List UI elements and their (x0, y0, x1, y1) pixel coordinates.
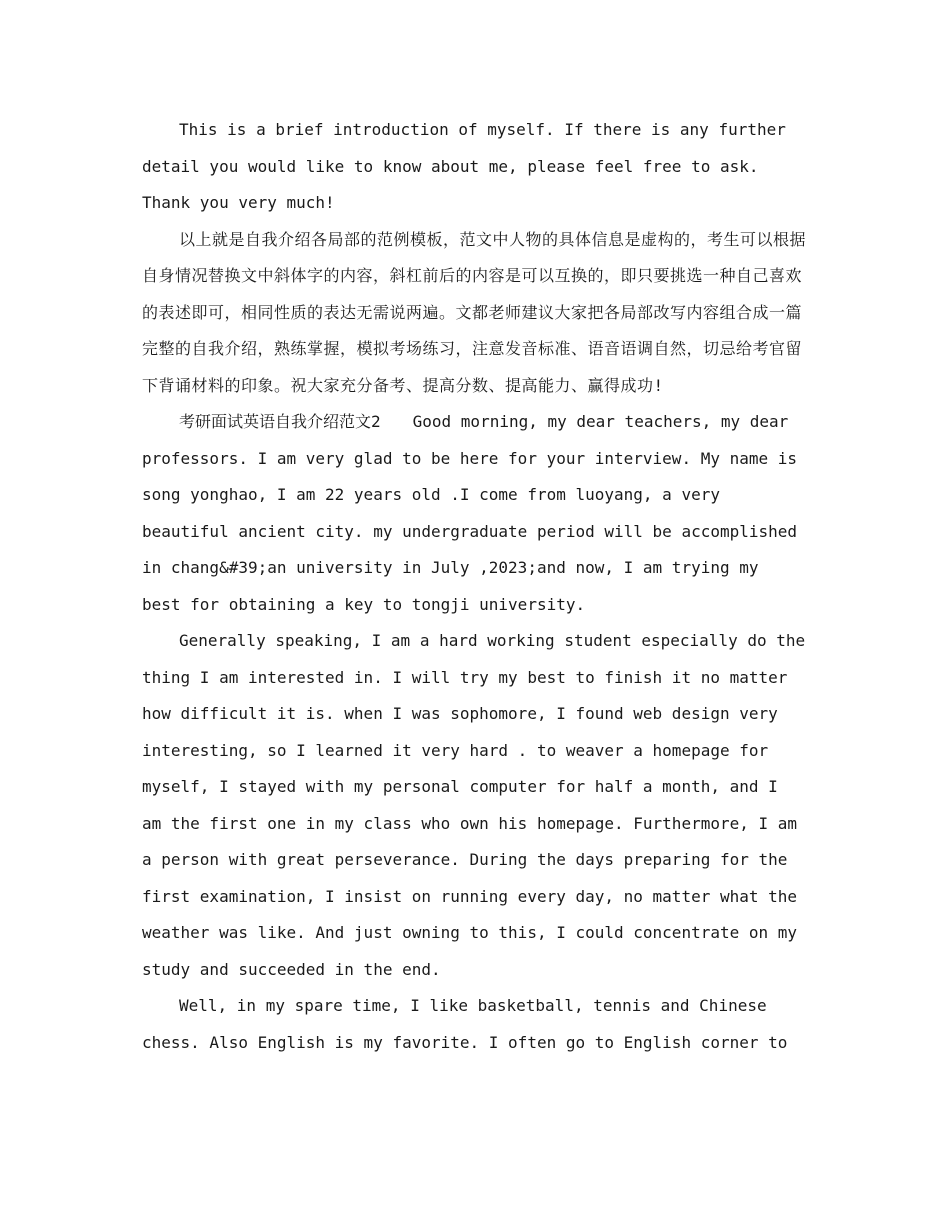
paragraph-personality: Generally speaking, I am a hard working student especially do the thing I am interested in. I will try my best to finish it no matter how difficult it is. when I was sophomore, I found web design very interesting, so I learned it very hard . to weaver a homepage for myself, I stayed with my personal computer for half a month, and I am the first one in my class who own his homepage. Furthermore, I am a person with great perseverance. During the days preparing for the first examination, I insist on running every day, no matter what the weather was like. And just owning to this, I could concentrate on my study and succeeded in the end. (142, 631, 806, 979)
paragraph-sample-2-intro: 考研面试英语自我介绍范文2 Good morning, my dear teachers, my dear professors. I am very glad to be here for your interview. My name is song yonghao, I am 22 years old .I come from luoyang, a very beautiful ancient city. my undergraduate period will be accomplished in chang&#39;an university in July ,2023;and now, I am trying my best for obtaining a key to tongji university. (142, 412, 798, 614)
document-body (142, 112, 806, 1061)
paragraph-hobbies: Well, in my spare time, I like basketball, tennis and Chinese chess. Also English is my favorite. I often go to English corner to (142, 996, 788, 1052)
paragraph-closing: This is a brief introduction of myself. If there is any further detail you would like to know about me, please feel free to ask. Thank you very much! (142, 120, 786, 212)
paragraph-template-note: 以上就是自我介绍各局部的范例模板，范文中人物的具体信息是虚构的，考生可以根据自身情况替换文中斜体字的内容，斜杠前后的内容是可以互换的，即只要挑选一种自己喜欢的表述即可，相同性质的表达无需说两遍。文都老师建议大家把各局部改写内容组合成一篇完整的自我介绍，熟练掌握，模拟考场练习，注意发音标准、语音语调自然，切忌给考官留下背诵材料的印象。祝大家充分备考、提高分数、提高能力、赢得成功! (142, 229, 807, 395)
